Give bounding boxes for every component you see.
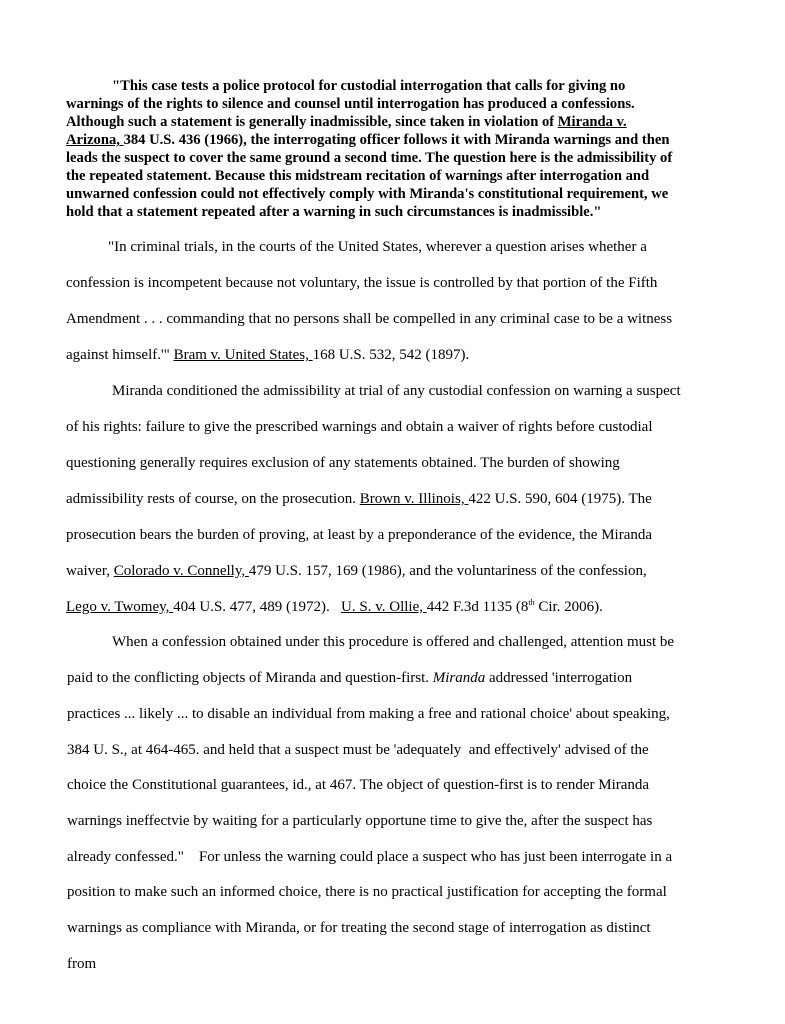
ordinal-superscript: th [528, 598, 535, 607]
case-citation-connelly: Colorado v. Connelly, [113, 563, 249, 579]
body-text: 168 U.S. 532, 542 (1897). [312, 347, 470, 363]
body-line: Amendment . . . commanding that no persons shall be compelled in any criminal case to be a witness [66, 311, 673, 327]
case-citation-brown: Brown v. Illinois, [359, 491, 469, 507]
quote-line [66, 113, 627, 131]
body-line: choice the Constitutional guarantees, id., at 467. The object of question-first is to render Miranda [67, 777, 650, 793]
body-line [66, 598, 603, 616]
body-line: 384 U. S., at 464-465. and held that a suspect must be 'adequately and effectively' advised of the [67, 742, 649, 758]
quote-line: unwarned confession could not effectively comply with Miranda's constitutional requirement, we [66, 186, 669, 202]
body-line: Miranda conditioned the admissibility at trial of any custodial confession on warning a suspect [112, 383, 681, 399]
body-text: 479 U.S. 157, 169 (1986), and the voluntariness of the confession, [248, 563, 647, 579]
body-line: practices ... likely ... to disable an individual from making a free and rational choice' about speaking, [67, 706, 670, 722]
body-line: already confessed." For unless the warning could place a suspect who has just been interrogate in a [67, 849, 673, 865]
body-line: of his rights: failure to give the prescribed warnings and obtain a waiver of rights before custodial [66, 419, 653, 435]
body-text: 404 U.S. 477, 489 (1972). [173, 599, 342, 615]
quote-text: Although such a statement is generally inadmissible, since taken in violation of [66, 114, 558, 130]
body-line: warnings as compliance with Miranda, or for treating the second stage of interrogation as distinct [67, 920, 651, 936]
quote-line: warnings of the rights to silence and counsel until interrogation has produced a confessions. [66, 96, 635, 112]
body-line [66, 490, 652, 508]
body-text: 442 F.3d 1135 (8 [426, 599, 529, 615]
body-line [66, 562, 647, 580]
case-citation-miranda: Miranda v. [557, 114, 627, 130]
case-citation-lego: Lego v. Twomey, [66, 599, 174, 615]
body-text: Cir. 2006). [534, 599, 603, 615]
body-line: When a confession obtained under this procedure is offered and challenged, attention must be [112, 634, 675, 650]
body-line: warnings ineffectvie by waiting for a particularly opportune time to give the, after the suspect has [67, 813, 653, 829]
body-line: prosecution bears the burden of proving, at least by a preponderance of the evidence, the Miranda [66, 527, 653, 543]
italic-case-name: Miranda [432, 670, 486, 686]
body-line: position to make such an informed choice, there is no practical justification for accepting the formal [67, 884, 667, 900]
body-text: paid to the conflicting objects of Miranda and question-first. [67, 670, 433, 686]
body-line [66, 346, 469, 364]
quote-line: hold that a statement repeated after a warning in such circumstances is inadmissible." [66, 204, 602, 220]
case-citation-bram: Bram v. United States, [173, 347, 313, 363]
body-line: questioning generally requires exclusion of any statements obtained. The burden of showing [66, 455, 620, 471]
body-text: addressed 'interrogation [485, 670, 633, 686]
body-line [67, 669, 632, 687]
quote-line [66, 131, 669, 149]
body-line: confession is incompetent because not voluntary, the issue is controlled by that portion of the Fifth [66, 275, 658, 291]
case-citation-ollie: U. S. v. Ollie, [341, 599, 427, 615]
body-text: waiver, [66, 563, 114, 579]
body-text: against himself.'" [66, 347, 174, 363]
body-text: admissibility rests of course, on the prosecution. [66, 491, 360, 507]
quote-line: leads the suspect to cover the same ground a second time. The question here is the admissibility of [66, 150, 673, 166]
body-line: from [67, 956, 97, 972]
body-line: "In criminal trials, in the courts of the United States, wherever a question arises whether a [108, 239, 647, 255]
body-text: 422 U.S. 590, 604 (1975). The [468, 491, 652, 507]
quote-text: 384 U.S. 436 (1966), the interrogating officer follows it with Miranda warnings and then [123, 132, 670, 148]
case-citation-arizona: Arizona, [66, 132, 124, 148]
quote-line: "This case tests a police protocol for custodial interrogation that calls for giving no [112, 78, 626, 94]
quote-line: the repeated statement. Because this midstream recitation of warnings after interrogation and [66, 168, 650, 184]
